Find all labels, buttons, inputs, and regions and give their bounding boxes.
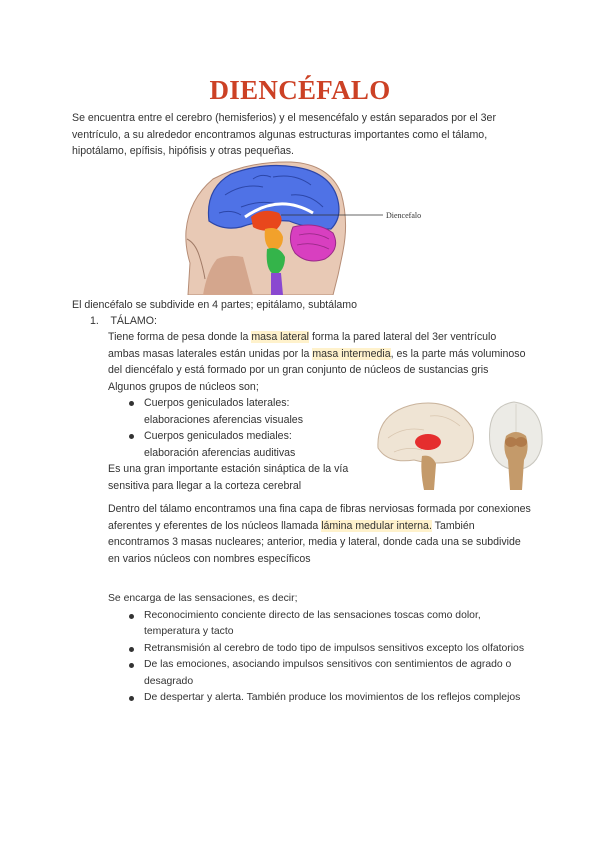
brain-sagittal-view: [378, 403, 474, 490]
group-detail: elaboración aferencias auditivas: [144, 446, 296, 459]
group-name: Cuerpos geniculados laterales:: [144, 397, 290, 409]
relay-text: Es una gran importante estación sináptica de la vía sensitiva para llegar a la corteza cerebral: [108, 463, 349, 492]
subdivision-text: El diencéfalo se subdivide en 4 partes; epitálamo, subtálamo: [72, 299, 358, 311]
brain-sagittal-figure: [183, 159, 458, 295]
lamina-paragraph: Dentro del tálamo encontramos una fina capa de fibras nerviosas formada por conexiones aferentes y eferentes de los núcleos llamada lámina medular interna. También encontramos 3 masas nucleares; anterior, media y lateral, donde cada una se subdivide en varios núcleos con nombres específicos: [108, 503, 531, 565]
group-detail: elaboraciones aferencias visuales: [144, 413, 303, 426]
group-name: Cuerpos geniculados mediales:: [144, 430, 292, 442]
highlight-masa-intermedia: masa intermedia: [312, 347, 391, 360]
brain-frontal-view: [490, 402, 543, 490]
list-item: Reconocimiento conciente directo de las sensaciones toscas como dolor, temperatura y tacto: [108, 608, 528, 641]
list-number: 1.: [90, 315, 99, 327]
list-item: Retransmisión al cerebro de todo tipo de impulsos sensitivos excepto los olfatorios: [108, 641, 528, 658]
thalamus-figure: [374, 398, 546, 494]
bullet-icon: [129, 647, 134, 652]
groups-intro: Algunos grupos de núcleos son;: [108, 380, 259, 393]
bullet-icon: [129, 401, 134, 406]
bullet-icon: [129, 434, 134, 439]
page-title: DIENCÉFALO: [209, 75, 391, 105]
thalamus-highlight: [415, 434, 441, 450]
medulla: [271, 273, 283, 295]
brainstem: [421, 456, 436, 490]
bullet-icon: [129, 663, 134, 668]
list-item: De las emociones, asociando impulsos sensitivos con sentimientos de agrado o desagrado: [108, 657, 528, 690]
highlight-masa-lateral: masa lateral: [251, 331, 310, 343]
sensations-intro: Se encarga de las sensaciones, es decir;: [108, 593, 298, 604]
intro-paragraph: Se encuentra entre el cerebro (hemisferios) y el mesencéfalo y están separados por el 3er ventrículo, a su alrededor encontramos algunas estructuras importantes como el tálamo, hipotálamo, epífisis, hipófisis y otras pequeñas.: [72, 112, 496, 157]
list-item: De despertar y alerta. También produce los movimientos de los reflejos complejos: [108, 690, 528, 707]
cerebellum: [290, 225, 335, 261]
highlight-lamina-medular: lámina medular interna.: [321, 519, 432, 532]
thalamus-description: Tiene forma de pesa donde la masa lateral forma la pared lateral del 3er ventrículo ambas masas laterales están unidas por la masa intermedia, es la parte más voluminoso del diencéfalo y está formado por un gran conjunto de núcleos de sustancias gris: [108, 331, 526, 376]
list-heading: TÁLAMO:: [110, 315, 157, 327]
figure-label: Diencefalo: [386, 211, 422, 220]
bullet-icon: [129, 614, 134, 619]
list-item-thalamus: [90, 313, 157, 330]
sensations-block: [108, 591, 528, 707]
bullet-icon: [129, 696, 134, 701]
